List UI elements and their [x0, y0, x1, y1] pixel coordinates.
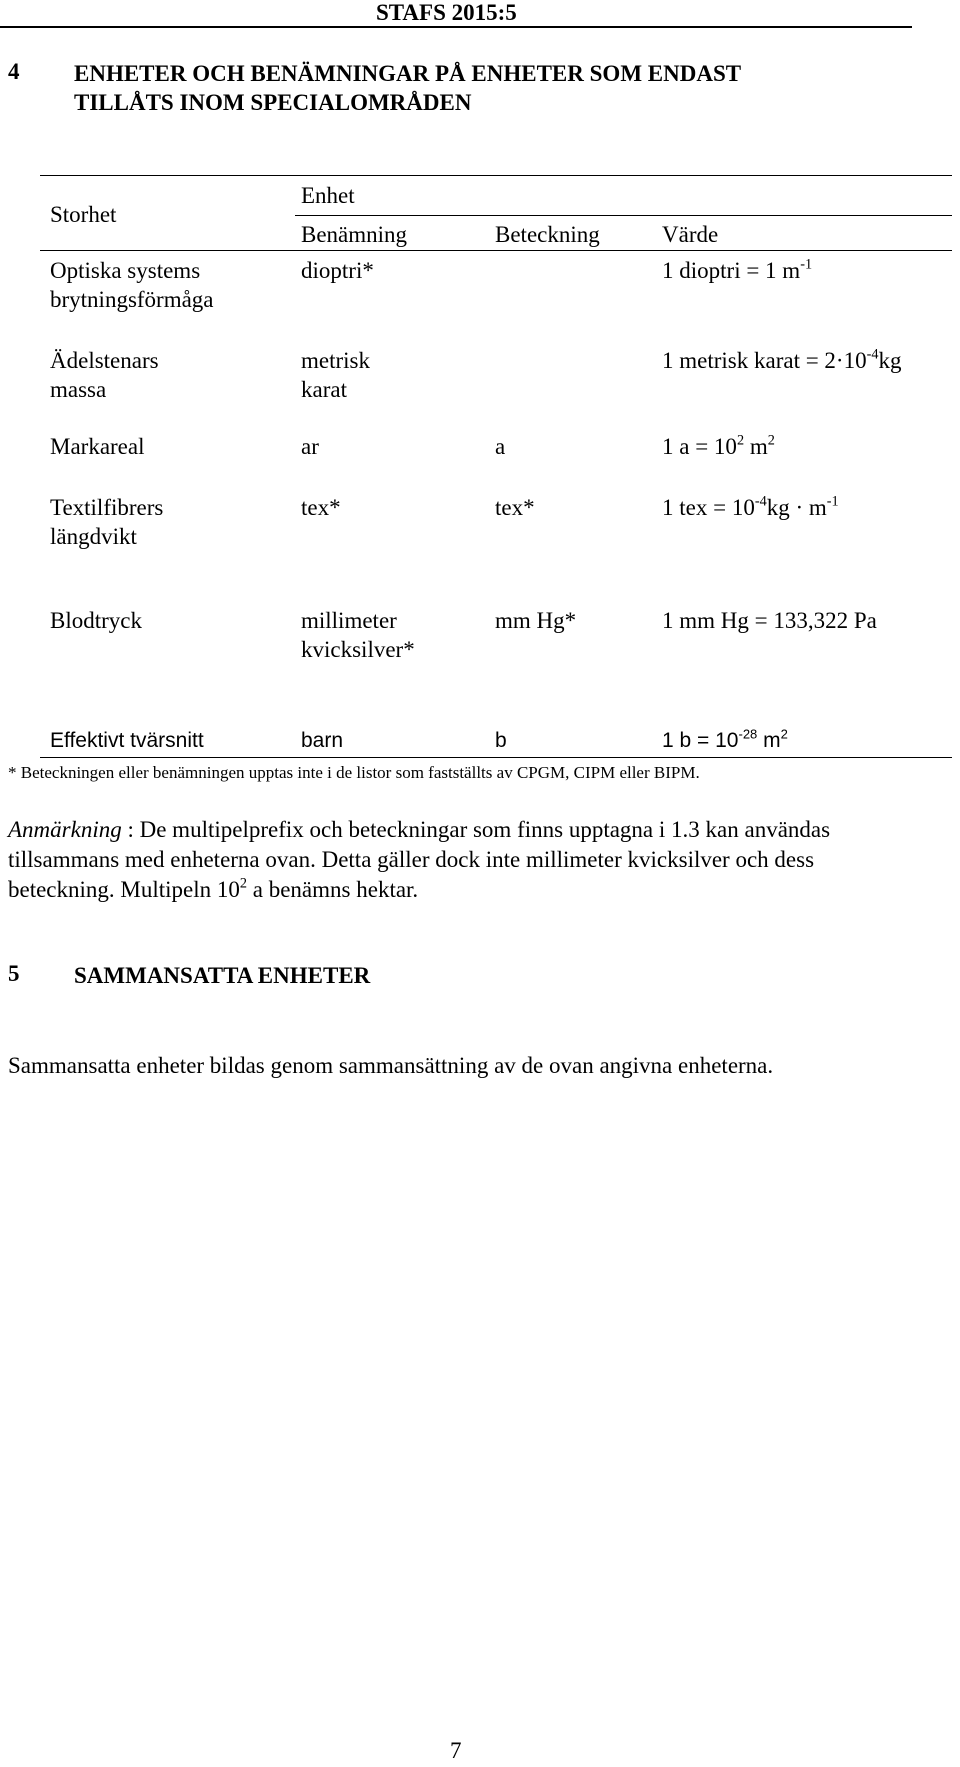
table-row-5-quantity: Blodtryck [50, 608, 142, 633]
table-row-5-value: 1 mm Hg = 133,322 Pa [662, 608, 877, 633]
table-bottom-rule [40, 757, 952, 758]
table-row-2-name: metrisk karat [301, 348, 370, 402]
section-5-title: SAMMANSATTA ENHETER [74, 963, 371, 988]
header-quantity: Storhet [50, 202, 117, 227]
header-value: Värde [662, 222, 719, 247]
table-row-1-value: 1 dioptri = 1 $m^{-1}$ [662, 256, 813, 283]
table-row-6-name: barn [301, 729, 344, 752]
table-top-rule [40, 175, 952, 176]
note-lead: Anmärkning [8, 817, 122, 842]
table-row-2-value: 1 metrisk karat = $2\cdot 10^{-4}kg$ [662, 346, 902, 373]
table-row-5-name: millimeter kvicksilver* [301, 608, 415, 662]
table-row-6-value: 1 $b = 10^{-28}$ $m^2$ [662, 726, 788, 752]
section-4-title-line-2: TILLÅTS INOM SPECIALOMRÅDEN [74, 90, 472, 115]
table-row-3-quantity: Markareal [50, 434, 145, 459]
section-4-title-line-1: ENHETER OCH BENÄMNINGAR PÅ ENHETER SOM ENDAST [74, 61, 742, 86]
document-code: STAFS 2015:5 [376, 0, 517, 25]
table-row-1-name: dioptri* [301, 258, 374, 283]
header-name: Benämning [301, 222, 408, 247]
table-row-4-quantity: Textilfibrers längdvikt [50, 495, 164, 549]
table-row-4-value: 1 tex = $10^{-4}kg \cdot m^{-1}$ [662, 493, 839, 520]
section-5-text: Sammansatta enheter bildas genom sammansättning av de ovan angivna enheterna. [8, 1053, 774, 1078]
table-header-rule [40, 250, 952, 251]
table-row-4-name: tex* [301, 495, 341, 520]
section-4-title [74, 59, 741, 117]
table-row-6-quantity: Effektivt tvärsnitt [50, 729, 204, 752]
section-4-number: 4 [8, 59, 20, 84]
table-row-6-symbol: b [495, 729, 507, 752]
table-subheader-rule [295, 215, 952, 216]
table-row-4-symbol: tex* [495, 495, 535, 520]
note-paragraph: Anmärkning : De multipelprefix och beteckningar som finns upptagna i 1.3 kan användas tillsammans med enheterna ovan. Detta gäller dock inte millimeter kvicksilver och dess beteckning. Multipeln $10^2$ a benämns hektar. [8, 817, 831, 902]
table-row-2-quantity: Ädelstenars massa [50, 348, 159, 402]
header-rule [0, 26, 912, 28]
table-row-3-name: ar [301, 434, 319, 459]
section-5-number: 5 [8, 961, 20, 986]
header-unit-group: Enhet [301, 183, 355, 208]
table-row-3-symbol: a [495, 434, 506, 459]
table-row-1-quantity: Optiska systems brytningsförmåga [50, 258, 214, 312]
table-row-5-symbol: mm Hg* [495, 608, 577, 633]
page-number: 7 [450, 1738, 462, 1763]
table-footnote: * Beteckningen eller benämningen upptas inte i de listor som fastställts av CPGM, CIPM eller BIPM. [8, 763, 700, 782]
header-symbol: Beteckning [495, 222, 600, 247]
table-row-3-value: 1 $a = 10^2$ $m^2$ [662, 432, 775, 459]
